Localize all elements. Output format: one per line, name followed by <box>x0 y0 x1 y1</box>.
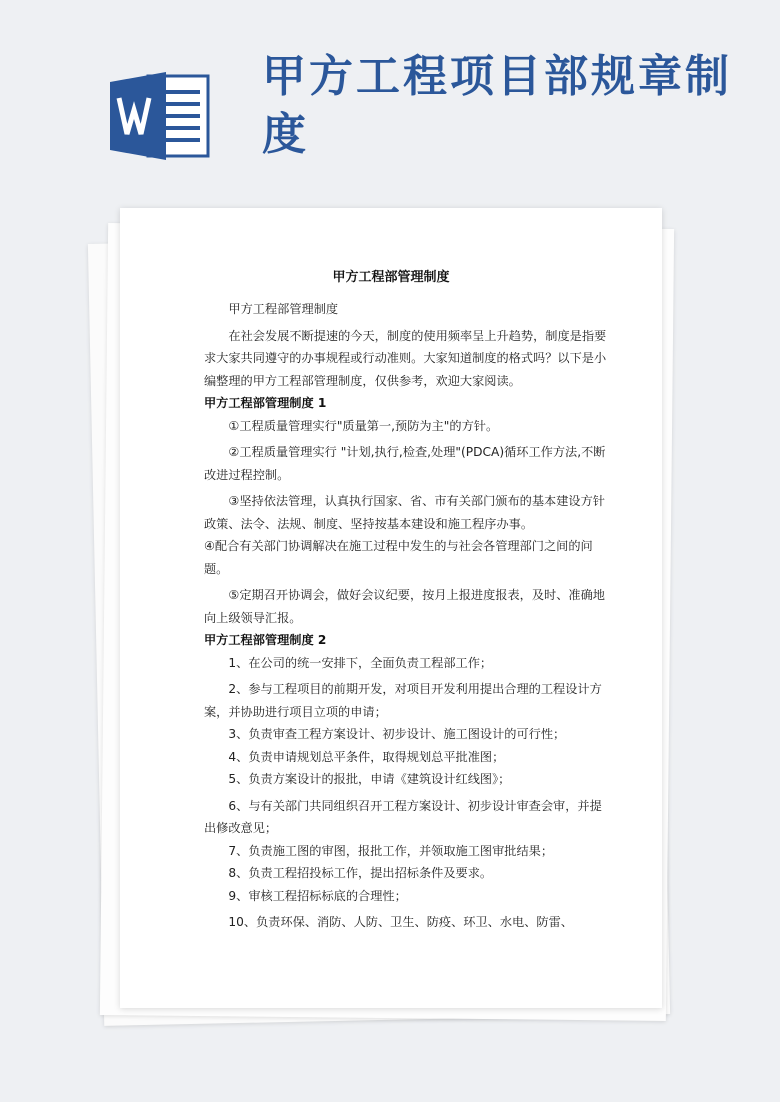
list-item: 8、负责工程招投标工作，提出招标条件及要求。 <box>228 866 493 880</box>
list-item: 2、参与工程项目的前期开发，对项目开发利用提出合理的工程设计方案，并协助进行项目立项的申请； <box>204 682 602 719</box>
document-page <box>120 208 662 1008</box>
page-header <box>0 0 780 200</box>
list-item: 4、负责申请规划总平条件，取得规划总平批准图； <box>228 749 505 764</box>
list-item: 10、负责环保、消防、人防、卫生、防疫、环卫、水电、防雷、 <box>228 915 573 929</box>
document-body <box>204 298 612 934</box>
page-title: 甲方工程项目部规章制度 <box>262 51 732 160</box>
list-item: ⑤定期召开协调会，做好会议纪要，按月上报进度报表，及时、准确地向上级领导汇报。 <box>204 588 605 625</box>
list-item: 6、与有关部门共同组织召开工程方案设计、初步设计审查会审，并提出修改意见； <box>204 798 602 835</box>
word-document-icon <box>110 70 210 162</box>
list-item: 7、负责施工图的审图，报批工作，并领取施工图审批结果； <box>228 843 554 858</box>
list-item: ①工程质量管理实行"质量第一,预防为主"的方针。 <box>228 418 499 433</box>
document-title: 甲方工程部管理制度 <box>332 270 450 285</box>
list-item: 1、在公司的统一安排下，全面负责工程部工作； <box>228 655 493 670</box>
list-item: ④配合有关部门协调解决在施工过程中发生的与社会各管理部门之间的问题。 <box>204 539 593 576</box>
list-item: 9、审核工程招标标底的合理性； <box>228 888 407 903</box>
list-item: ②工程质量管理实行 "计划,执行,检查,处理"(PDCA)循环工作方法,不断改进过程控制。 <box>204 445 606 482</box>
section-heading: 甲方工程部管理制度 1 <box>204 396 327 410</box>
list-item: 3、负责审查工程方案设计、初步设计、施工图设计的可行性； <box>228 727 566 741</box>
section-heading: 甲方工程部管理制度 2 <box>204 633 327 647</box>
list-item: 5、负责方案设计的报批，申请《建筑设计红线图》； <box>228 772 511 786</box>
intro-paragraph: 在社会发展不断提速的今天，制度的使用频率呈上升趋势，制度是指要求大家共同遵守的办事规程或行动准则。大家知道制度的格式吗？以下是小编整理的甲方工程部管理制度，仅供参考，欢迎大家阅读。 <box>204 328 607 388</box>
list-item: ③坚持依法管理，认真执行国家、省、市有关部门颁布的基本建设方针政策、法令、法规、制度、坚持按基本建设和施工程序办事。 <box>204 494 605 531</box>
document-subtitle: 甲方工程部管理制度 <box>228 302 339 316</box>
